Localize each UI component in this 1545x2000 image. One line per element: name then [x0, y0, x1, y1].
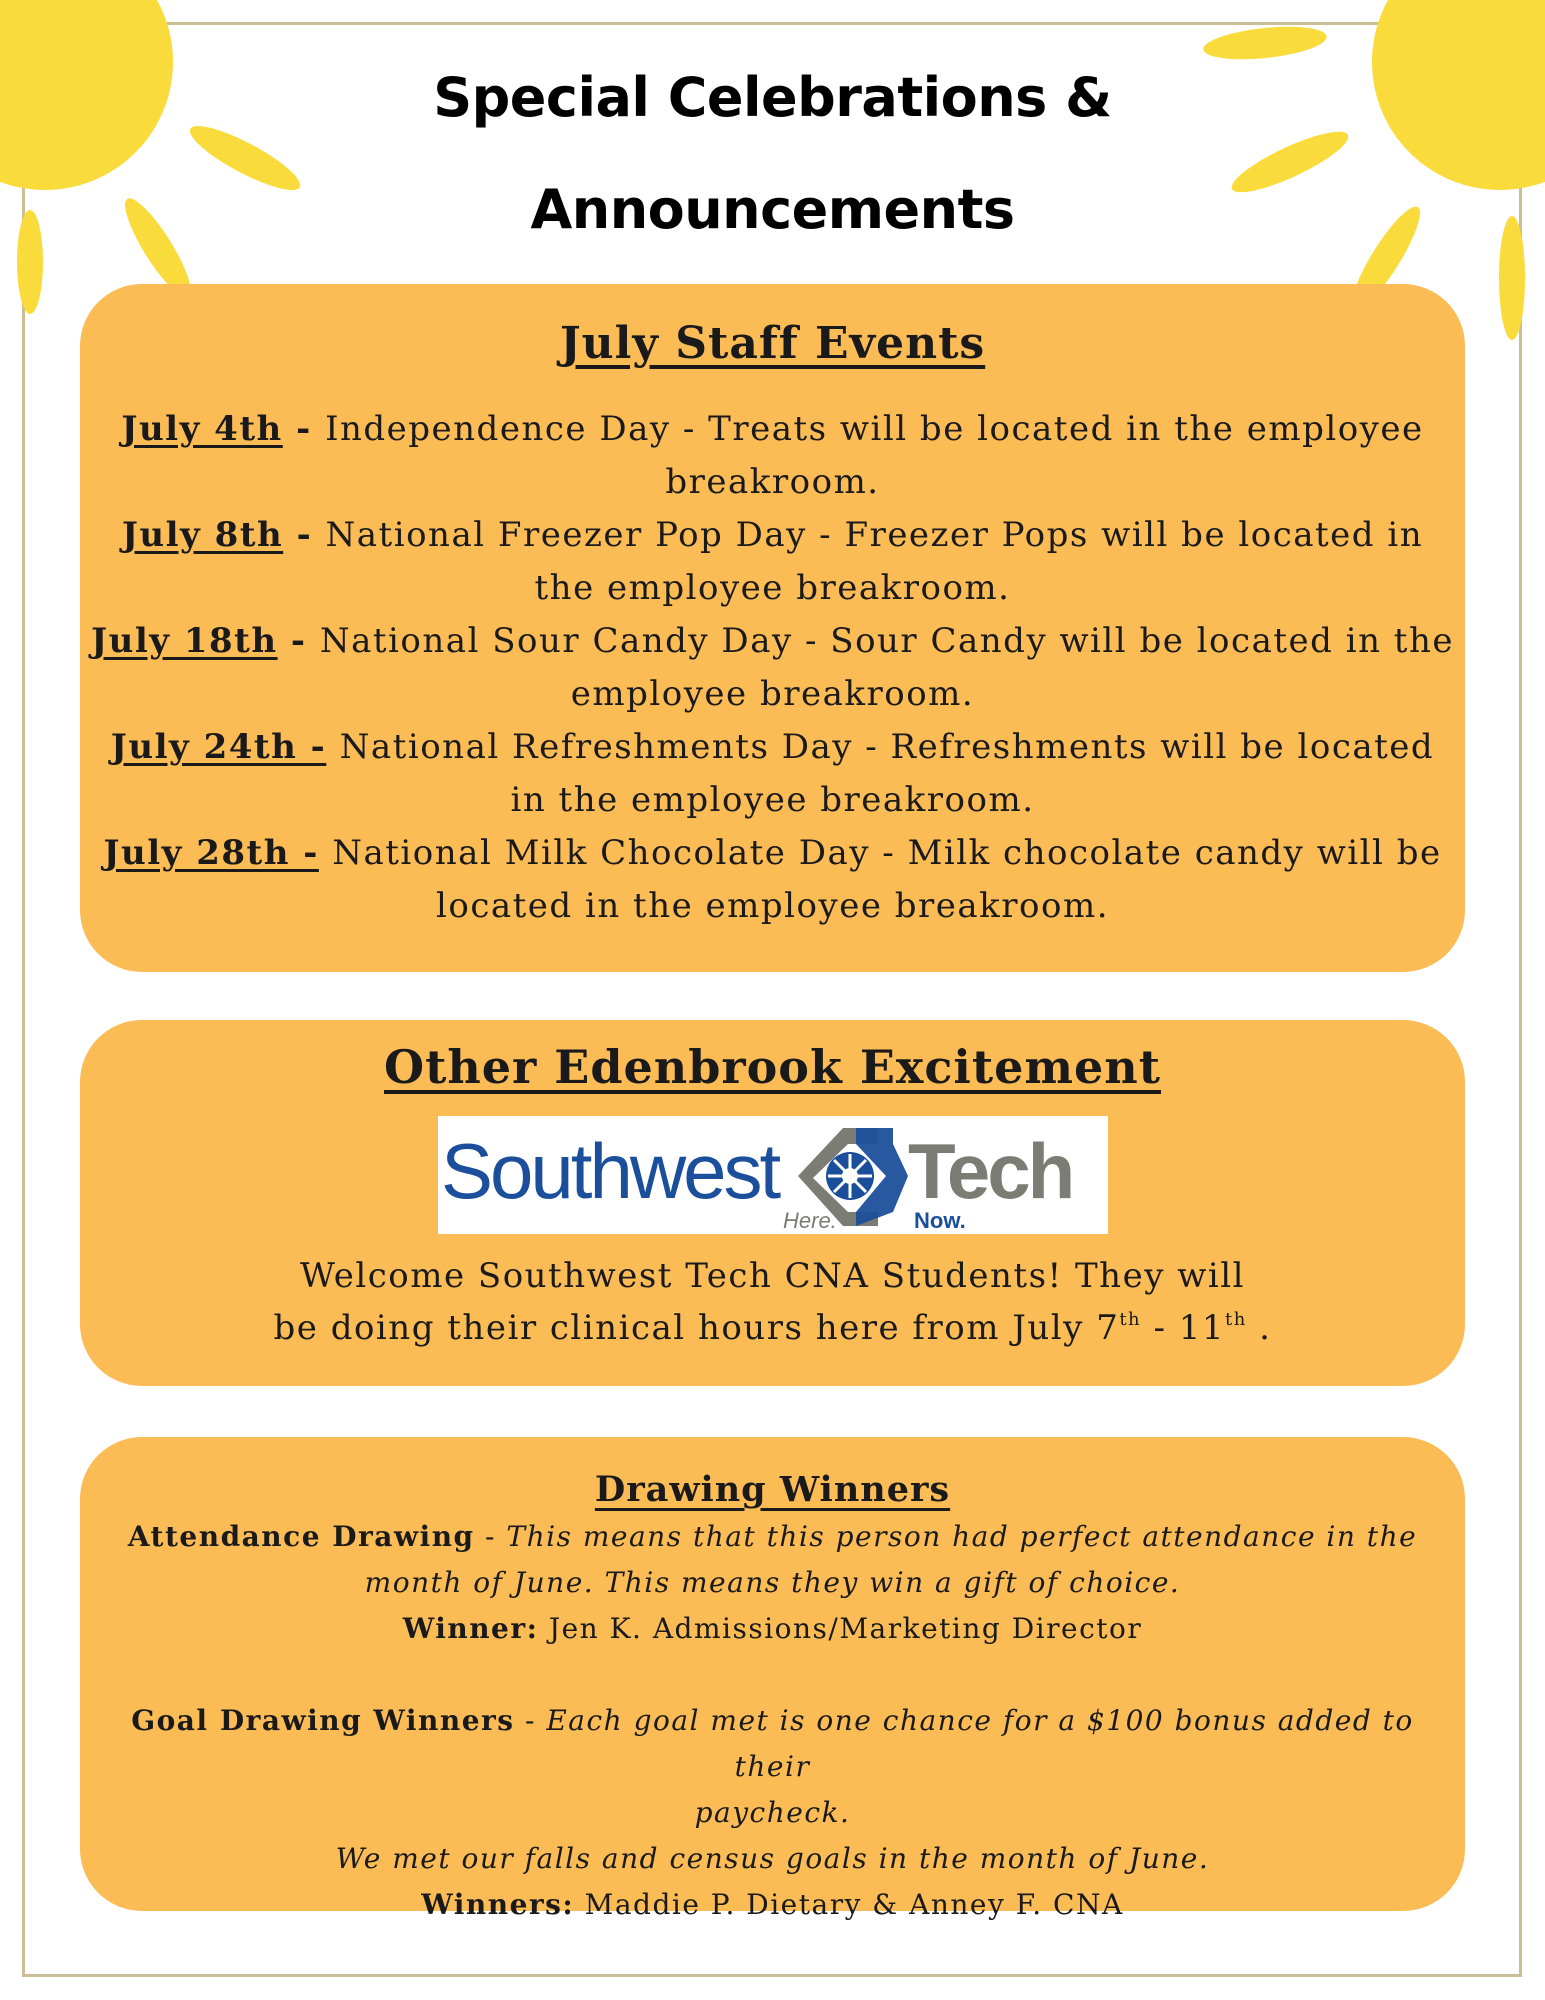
event-date: July 4th	[121, 409, 283, 449]
event-item	[90, 721, 1455, 827]
excitement-card	[80, 1020, 1465, 1386]
event-separator	[326, 727, 339, 767]
welcome-line1: Welcome Southwest Tech CNA Students! They will	[300, 1256, 1245, 1296]
goal-label: Goal Drawing Winners	[131, 1704, 515, 1737]
staff-events-card	[80, 284, 1465, 972]
event-separator	[319, 833, 332, 873]
superscript-th: th	[1225, 1309, 1247, 1330]
event-separator: -	[282, 409, 326, 449]
event-date: July 28th -	[103, 833, 319, 873]
southwest-tech-logo	[438, 1116, 1108, 1234]
welcome-text-c: .	[1246, 1308, 1272, 1348]
event-date: July 8th	[121, 515, 284, 555]
winners-label: Winners:	[421, 1888, 575, 1921]
excitement-heading: Other Edenbrook Excitement	[384, 1040, 1161, 1094]
event-text: Independence Day - Treats will be located in the employee breakroom.	[325, 409, 1424, 502]
welcome-line2	[80, 1302, 1465, 1354]
event-list	[80, 403, 1465, 933]
welcome-message	[80, 1250, 1465, 1354]
goal-note: We met our falls and census goals in the month of June.	[335, 1842, 1210, 1875]
goal-line1: Goal Drawing Winners - Each goal met is one chance for a $100 bonus added to their	[131, 1704, 1414, 1783]
event-date: July 24th -	[110, 727, 327, 767]
goal-winners	[100, 1882, 1445, 1928]
event-item	[90, 403, 1455, 509]
superscript-th: th	[1119, 1309, 1142, 1330]
event-item	[90, 509, 1455, 615]
attendance-desc: This means that this person had perfect attendance in the	[506, 1520, 1418, 1553]
logo-tag-here: Here.	[782, 1208, 837, 1233]
event-text: National Freezer Pop Day - Freezer Pops will be located in the employee breakroom.	[325, 515, 1424, 608]
welcome-text-a: be doing their clinical hours here from July 7	[273, 1308, 1120, 1348]
drawing-body	[80, 1514, 1465, 1928]
welcome-text-b: - 11	[1141, 1308, 1226, 1348]
event-text: National Sour Candy Day - Sour Candy will be located in the employee breakroom.	[319, 621, 1454, 714]
logo-graphic	[438, 1116, 1108, 1234]
attendance-winner	[100, 1606, 1445, 1652]
drawing-heading: Drawing Winners	[594, 1469, 951, 1510]
event-date: July 18th	[91, 621, 278, 661]
page-title-line1: Special Celebrations &	[433, 66, 1112, 129]
page-title-line2: Announcements	[530, 178, 1015, 241]
event-item	[90, 827, 1455, 933]
winners-value: Maddie P. Dietary & Anney F. CNA	[574, 1888, 1124, 1921]
logo-tag-now: Now.	[913, 1208, 966, 1233]
event-item	[90, 615, 1455, 721]
goal-desc: Each goal met is one chance for a $100 bonus added to their	[546, 1704, 1414, 1783]
attendance-label: Attendance Drawing	[127, 1520, 475, 1553]
event-text: National Refreshments Day - Refreshments will be located in the employee breakroom.	[339, 727, 1435, 820]
event-text: National Milk Chocolate Day - Milk chocolate candy will be located in the employee breakroom.	[332, 833, 1442, 926]
winner-label: Winner:	[402, 1612, 539, 1645]
winner-value: Jen K. Admissions/Marketing Director	[538, 1612, 1143, 1645]
attendance-line1: Attendance Drawing - This means that this person had perfect attendance in the	[127, 1520, 1418, 1553]
attendance-line2: month of June. This means they win a gift of choice.	[364, 1566, 1181, 1599]
event-separator: -	[283, 515, 326, 555]
event-separator: -	[277, 621, 320, 661]
goal-line2: paycheck.	[694, 1796, 851, 1829]
logo-word-tech: Tech	[907, 1127, 1072, 1215]
staff-events-heading: July Staff Events	[559, 318, 986, 369]
logo-word-southwest: Southwest	[440, 1127, 778, 1215]
drawing-card	[80, 1437, 1465, 1921]
